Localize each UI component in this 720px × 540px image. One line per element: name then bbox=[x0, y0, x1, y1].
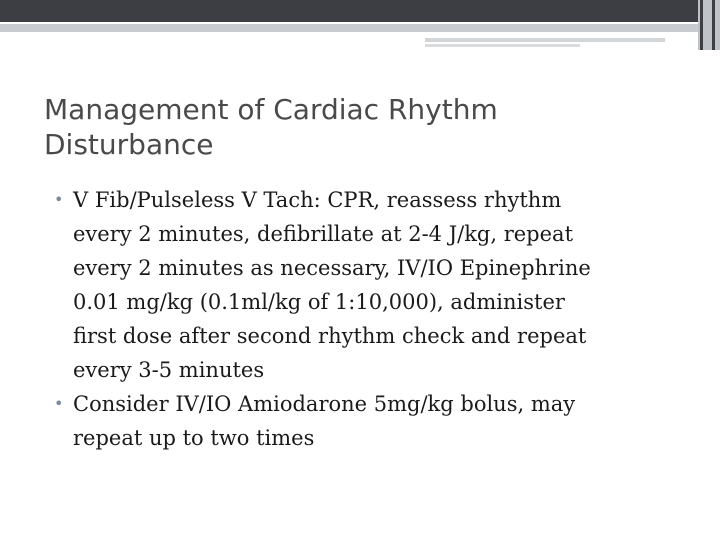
bullet-dot-icon: • bbox=[54, 394, 64, 413]
title-line: Management of Cardiac Rhythm bbox=[44, 93, 498, 126]
bullet-line: every 3-5 minutes bbox=[73, 358, 265, 382]
title-line: Disturbance bbox=[44, 128, 214, 161]
bullet-line: V Fib/Pulseless V Tach: CPR, reassess rhythm bbox=[73, 188, 562, 212]
corner-stripe bbox=[712, 0, 715, 50]
header-accent-line bbox=[425, 38, 665, 42]
header-accent-bar bbox=[0, 24, 698, 32]
bullet-item bbox=[52, 387, 692, 455]
bullet-line: Consider IV/IO Amiodarone 5mg/kg bolus, may bbox=[73, 392, 576, 416]
bullet-line: first dose after second rhythm check and repeat bbox=[73, 324, 587, 348]
header-accent-line bbox=[425, 44, 580, 47]
bullet-line: every 2 minutes as necessary, IV/IO Epinephrine bbox=[73, 256, 591, 280]
bullet-line: every 2 minutes, defibrillate at 2-4 J/kg, repeat bbox=[73, 222, 574, 246]
header-bar bbox=[0, 0, 698, 22]
bullet-line: 0.01 mg/kg (0.1ml/kg of 1:10,000), administer bbox=[73, 290, 565, 314]
corner-stripe bbox=[700, 0, 703, 50]
slide-title bbox=[44, 92, 684, 162]
bullet-list bbox=[52, 183, 692, 455]
bullet-item bbox=[52, 183, 692, 387]
bullet-line: repeat up to two times bbox=[73, 426, 315, 450]
bullet-dot-icon: • bbox=[54, 190, 64, 209]
